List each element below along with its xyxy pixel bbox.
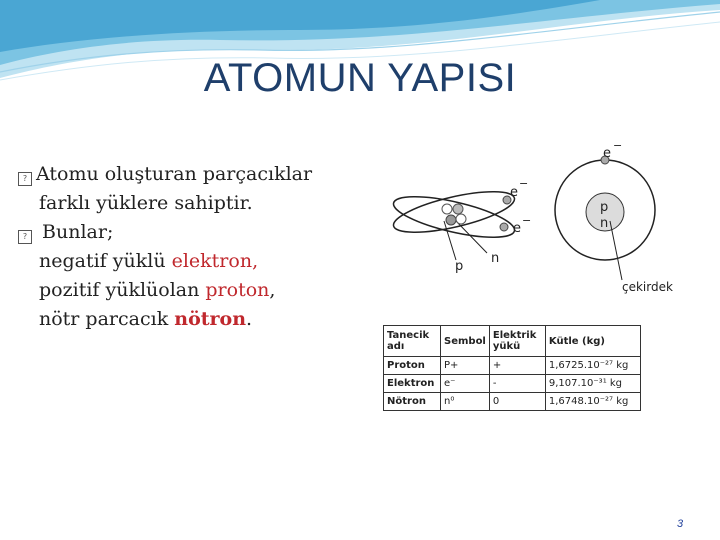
table-cell: 1,6748.10⁻²⁷ kg	[545, 393, 640, 411]
table-cell: Elektron	[384, 375, 441, 393]
neutron-dot	[446, 215, 456, 225]
table-row	[384, 393, 641, 411]
bullet-text: Bunlar;	[36, 221, 114, 243]
table-cell: +	[489, 357, 545, 375]
label-leader-cekirdek	[610, 221, 622, 280]
table-cell: 0	[489, 393, 545, 411]
electron-label: e	[510, 185, 518, 200]
electron-label: e	[603, 146, 611, 161]
bullet-text: negatif yüklü	[39, 250, 172, 272]
table-cell: 9,107.10⁻³¹ kg	[545, 375, 640, 393]
bullet-item-1	[18, 160, 348, 189]
electron-sign: −	[522, 214, 532, 227]
bullet-item-2	[18, 218, 348, 247]
bullet-line-neutron	[18, 305, 348, 334]
table-row	[384, 357, 641, 375]
nucleus-neutron-label: n	[600, 216, 609, 231]
highlight-proton: proton	[205, 279, 270, 301]
table-header-cell: Sembol	[441, 326, 490, 357]
bullet-text: nötr parcacık	[39, 308, 175, 330]
bullet-box-icon: ?	[18, 172, 32, 186]
bullet-text: ,	[269, 279, 276, 301]
table-cell: n⁰	[441, 393, 490, 411]
table-cell: 1,6725.10⁻²⁷ kg	[545, 357, 640, 375]
table-cell: Nötron	[384, 393, 441, 411]
table-header-cell: Elektrik yükü	[489, 326, 545, 357]
table-row	[384, 375, 641, 393]
table-cell: -	[489, 375, 545, 393]
page-number: 3	[677, 518, 684, 530]
table-header-cell: Tanecik adı	[384, 326, 441, 357]
bullet-text: .	[246, 308, 253, 330]
bullet-text: Atomu oluşturan parçacıklar	[36, 163, 313, 185]
bullet-box-icon: ?	[18, 230, 32, 244]
neutron-label: n	[491, 251, 500, 266]
table-cell: e⁻	[441, 375, 490, 393]
bullet-line-proton	[18, 276, 348, 305]
bullet-line-electron	[18, 247, 348, 276]
proton-dot	[456, 214, 466, 224]
electron-dot	[500, 223, 508, 231]
nucleus-proton-label: p	[600, 200, 609, 215]
table-cell: Proton	[384, 357, 441, 375]
proton-label: p	[455, 259, 464, 274]
electron-sign: −	[519, 177, 529, 190]
electron-sign: −	[613, 139, 623, 152]
proton-dot	[442, 204, 452, 214]
table-header-cell: Kütle (kg)	[545, 326, 640, 357]
bullet-text: pozitif yüklüolan	[39, 279, 206, 301]
slide-title: ATOMUN YAPISI	[203, 56, 517, 100]
electron-label: e	[513, 221, 521, 236]
cekirdek-label: çekirdek	[622, 280, 673, 294]
table-cell: P+	[441, 357, 490, 375]
bullet-list	[18, 160, 348, 334]
highlight-neutron: nötron	[174, 308, 247, 330]
highlight-electron: elektron,	[171, 250, 259, 272]
neutron-dot	[453, 204, 463, 214]
particle-table	[383, 325, 641, 411]
table-header-row	[384, 326, 641, 357]
bullet-continuation: farklı yüklere sahiptir.	[39, 192, 253, 214]
